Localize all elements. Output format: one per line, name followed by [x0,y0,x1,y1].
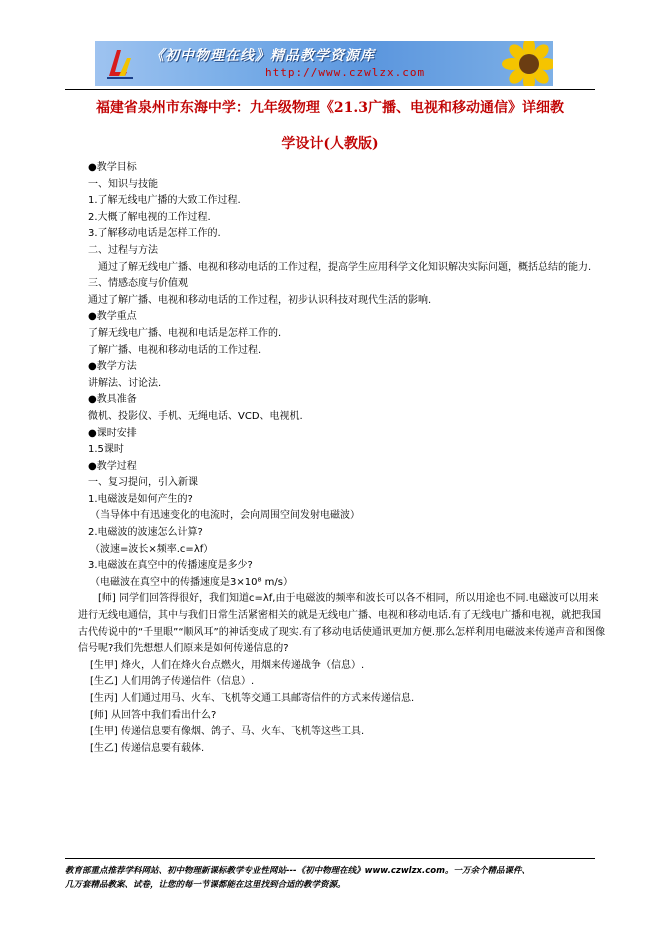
section-heading: ●教具准备 [88,394,137,406]
subsection-heading: 二、过程与方法 [88,244,158,256]
header-rule [65,89,595,90]
paragraph: 讲解法、讨论法. [88,377,162,389]
paragraph: 通过了解广播、电视和移动电话的工作过程，初步认识科技对现代生活的影响. [88,294,432,306]
banner-url[interactable]: http://www.czwlzx.com [265,66,426,79]
list-item: 3.了解移动电话是怎样工作的. [88,228,221,240]
subsection-heading: 三、情感态度与价值观 [88,278,188,290]
header-banner [95,41,553,86]
student-dialogue: [生丙] 人们通过用马、火车、飞机等交通工具邮寄信件的方式来传递信息. [90,693,415,704]
section-heading: ●教学重点 [88,311,137,323]
answer: （电磁波在真空中的传播速度是3×10⁸ m/s） [90,576,293,588]
sunflower-icon [489,41,553,86]
question: 2.电磁波的波速怎么计算? [88,527,203,539]
student-dialogue: [生甲] 烽火，人们在烽火台点燃火，用烟来传递战争（信息）. [90,659,365,671]
student-dialogue: [生乙] 人们用鸽子传递信件（信息）. [90,676,255,688]
paragraph: 微机、投影仪、手机、无绳电话、VCD、电视机. [88,410,303,422]
paragraph: 通过了解无线电广播、电视和移动电话的工作过程，提高学生应用科学文化知识解决实际问题，概括总结的能力. [98,261,592,273]
subsection-heading: 一、知识与技能 [88,178,158,190]
section-heading: ●教学过程 [88,460,137,472]
paragraph: 1.5课时 [88,444,124,456]
paragraph: 了解广播、电视和移动电话的工作过程. [88,344,262,356]
student-dialogue: [生乙] 传递信息要有载体. [90,742,205,754]
logo-icon [105,46,135,80]
answer: （波速=波长×频率.c=λf） [90,543,214,555]
paragraph: 了解无线电广播、电视和电话是怎样工作的. [88,327,282,339]
banner-slogan: 《初中物理在线》精品教学资源库 [150,48,375,64]
list-item: 2.大概了解电视的工作过程. [88,211,211,223]
teacher-dialogue: [师] 从回答中我们看出什么? [90,709,217,721]
footer-text: 几万套精品教案、试卷，让您的每一节课都能在这里找到合适的教学资源。 [65,880,346,890]
page-footer [65,864,595,892]
teacher-dialogue: [师] 同学们回答得很好，我们知道c=λf,由于电磁波的频率和波长可以各不相同，所以用途也不同.电磁波可以用来进行无线电通信，其中与我们日常生活紧密相关的就是无线电广播、电视和移动电话.有了无线电广播和电视，就把我国古代传说中的“千里眼”“顺风耳”的神话变成了现实.有了移动电话使通讯更加方便.那么怎样利用电磁波来传递声音和图像信号呢?我们先想想人们原来是如何传递信息的? [78,593,606,655]
section-heading: ●课时安排 [88,427,137,439]
question: 1.电磁波是如何产生的? [88,493,193,505]
document-body [78,160,608,757]
question: 3.电磁波在真空中的传播速度是多少? [88,560,253,572]
section-heading: ●教学方法 [88,361,137,373]
list-item: 1.了解无线电广播的大致工作过程. [88,195,241,207]
page-title: 福建省泉州市东海中学：九年级物理《21.3广播、电视和移动通信》详细教 [95,100,565,116]
section-heading: ●教学目标 [88,162,137,173]
student-dialogue: [生甲] 传递信息要有像烟、鸽子、马、火车、飞机等这些工具. [90,726,365,738]
footer-rule [65,858,595,859]
footer-text: 教育部重点推荐学科网站、初中物理新课标教学专业性网站---《初中物理在线》www.czwlzx.com。一万余个精品课件、 [65,866,530,876]
answer: （当导体中有迅速变化的电流时，会向周围空间发射电磁波） [90,510,360,522]
subsection-heading: 一、复习提问，引入新课 [88,477,198,489]
page-title-continued: 学设计(人教版) [281,136,379,152]
